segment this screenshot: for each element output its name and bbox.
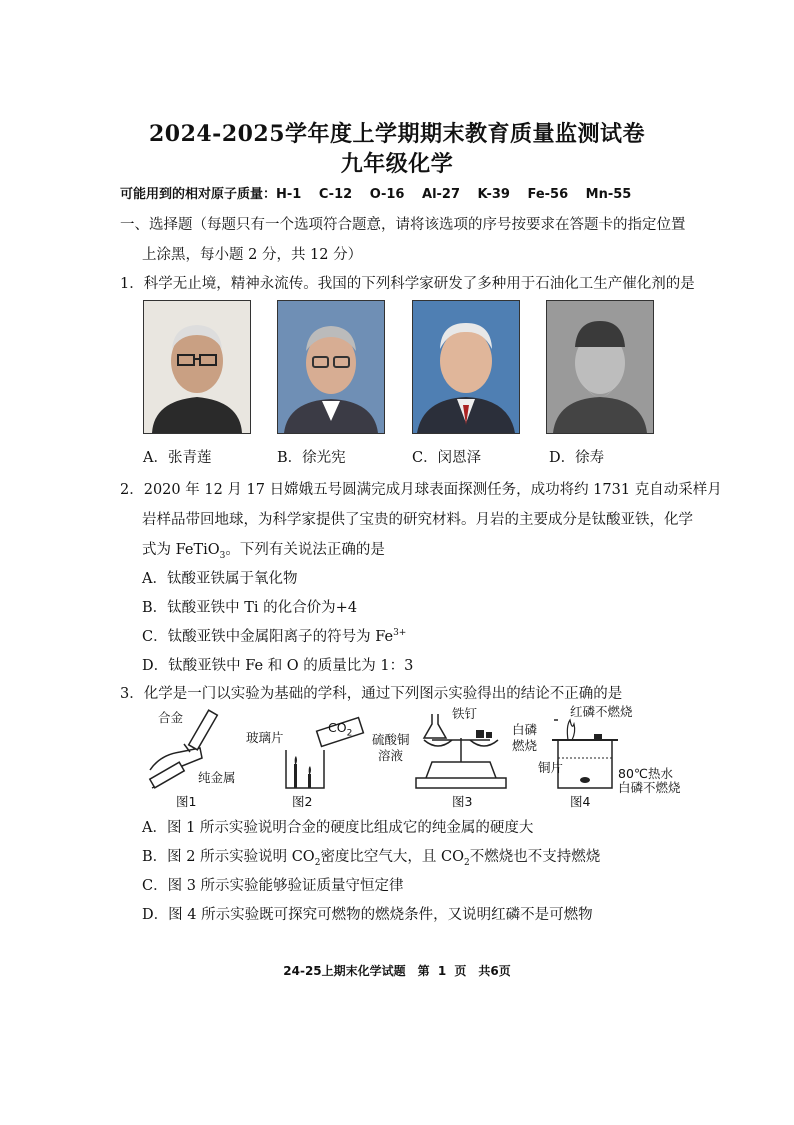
q1-option-c: C．闵恩泽: [412, 450, 482, 466]
q2-option-b: B．钛酸亚铁中 Ti 的化合价为+4: [142, 600, 358, 616]
portrait-photo-a: [143, 300, 251, 434]
q2-stem-line1: 2．2020 年 12 月 17 日嫦娥五号圆满完成月球表面探测任务，成功将约 1731 克自动采样月: [120, 482, 722, 498]
fig3-solution-label-2: 溶液: [378, 748, 404, 763]
fig3-nail-label: 铁钉: [452, 706, 478, 721]
q3-option-d: D．图 4 所示实验既可探究可燃物的燃烧条件，又说明红磷不是可燃物: [142, 907, 593, 923]
q2-stem-line2: 岩样品带回地球，为科学家提供了宝贵的研究材料。月岩的主要成分是钛酸亚铁，化学: [142, 512, 693, 528]
figure-1: [140, 700, 250, 810]
q3-option-a: A．图 1 所示实验说明合金的硬度比组成它的纯金属的硬度大: [142, 820, 534, 836]
q3-stem: 3．化学是一门以实验为基础的学科，通过下列图示实验得出的结论不正确的是: [120, 686, 623, 702]
fig1-caption: 图1: [176, 794, 197, 809]
fig4-hot-water-label: 80℃热水: [618, 766, 673, 781]
q1-option-b: B．徐光宪: [277, 450, 346, 466]
exam-subtitle: 九年级化学: [340, 151, 454, 177]
fig2-glass-label: 玻璃片: [246, 730, 284, 745]
section-heading-line2: 上涂黑，每小题 2 分，共 12 分）: [142, 247, 363, 263]
fig4-white-phosphorus-label-1: 白磷: [512, 722, 538, 737]
fig4-white-phosphorus-label-2: 燃烧: [512, 738, 538, 753]
portrait-photo-d: [546, 300, 654, 434]
fig4-white-phosphorus-water-label: 白磷不燃烧: [618, 780, 681, 795]
fig2-caption: 图2: [292, 794, 313, 809]
fig1-alloy-label: 合金: [158, 710, 184, 725]
q2-option-d: D．钛酸亚铁中 Fe 和 O 的质量比为 1：3: [142, 658, 414, 674]
fig3-solution-label-1: 硫酸铜: [372, 732, 410, 747]
figure-4: [510, 700, 680, 810]
fig1-pure-metal-label: 纯金属: [198, 770, 236, 785]
fig3-caption: 图3: [452, 794, 473, 809]
figure-2: [246, 700, 366, 810]
q3-option-b: B．图 2 所示实验说明 $CO_2$密度比空气大，且 $CO_2$不燃烧也不支持燃烧: [142, 849, 601, 868]
figure-3: [372, 700, 522, 810]
fig4-red-phosphorus-label: 红磷不燃烧: [570, 704, 633, 719]
portrait-photo-b: [277, 300, 385, 434]
fig4-caption: 图4: [570, 794, 591, 809]
q1-option-a: A．张青莲: [143, 450, 212, 466]
fig2-gas-label: $CO_2$: [328, 720, 353, 739]
fig4-copper-label: 铜片: [538, 760, 564, 775]
q1-stem: 1．科学无止境，精神永流传。我国的下列科学家研发了多种用于石油化工生产催化剂的是: [120, 276, 695, 292]
page-footer: 24-25上期末化学试题 第 1 页 共6页: [283, 964, 511, 978]
q2-option-c: C．钛酸亚铁中金属阳离子的符号为 $Fe^{3+}$: [142, 628, 407, 645]
q2-option-a: A．钛酸亚铁属于氧化物: [142, 571, 298, 587]
atomic-masses: 可能用到的相对原子质量：H-1 C-12 O-16 Al-27 K-39 Fe-56 Mn-55: [120, 187, 632, 202]
section-heading-line1: 一、选择题（每题只有一个选项符合题意，请将该选项的序号按要求在答题卡的指定位置: [120, 217, 686, 233]
portrait-photo-c: [412, 300, 520, 434]
q1-option-d: D．徐寿: [549, 450, 605, 466]
exam-title: 2024-2025学年度上学期期末教育质量监测试卷: [148, 121, 646, 147]
q2-stem-line3: 式为 FeTiO$_3$。下列有关说法正确的是: [142, 542, 385, 561]
q3-option-c: C．图 3 所示实验能够验证质量守恒定律: [142, 878, 404, 894]
